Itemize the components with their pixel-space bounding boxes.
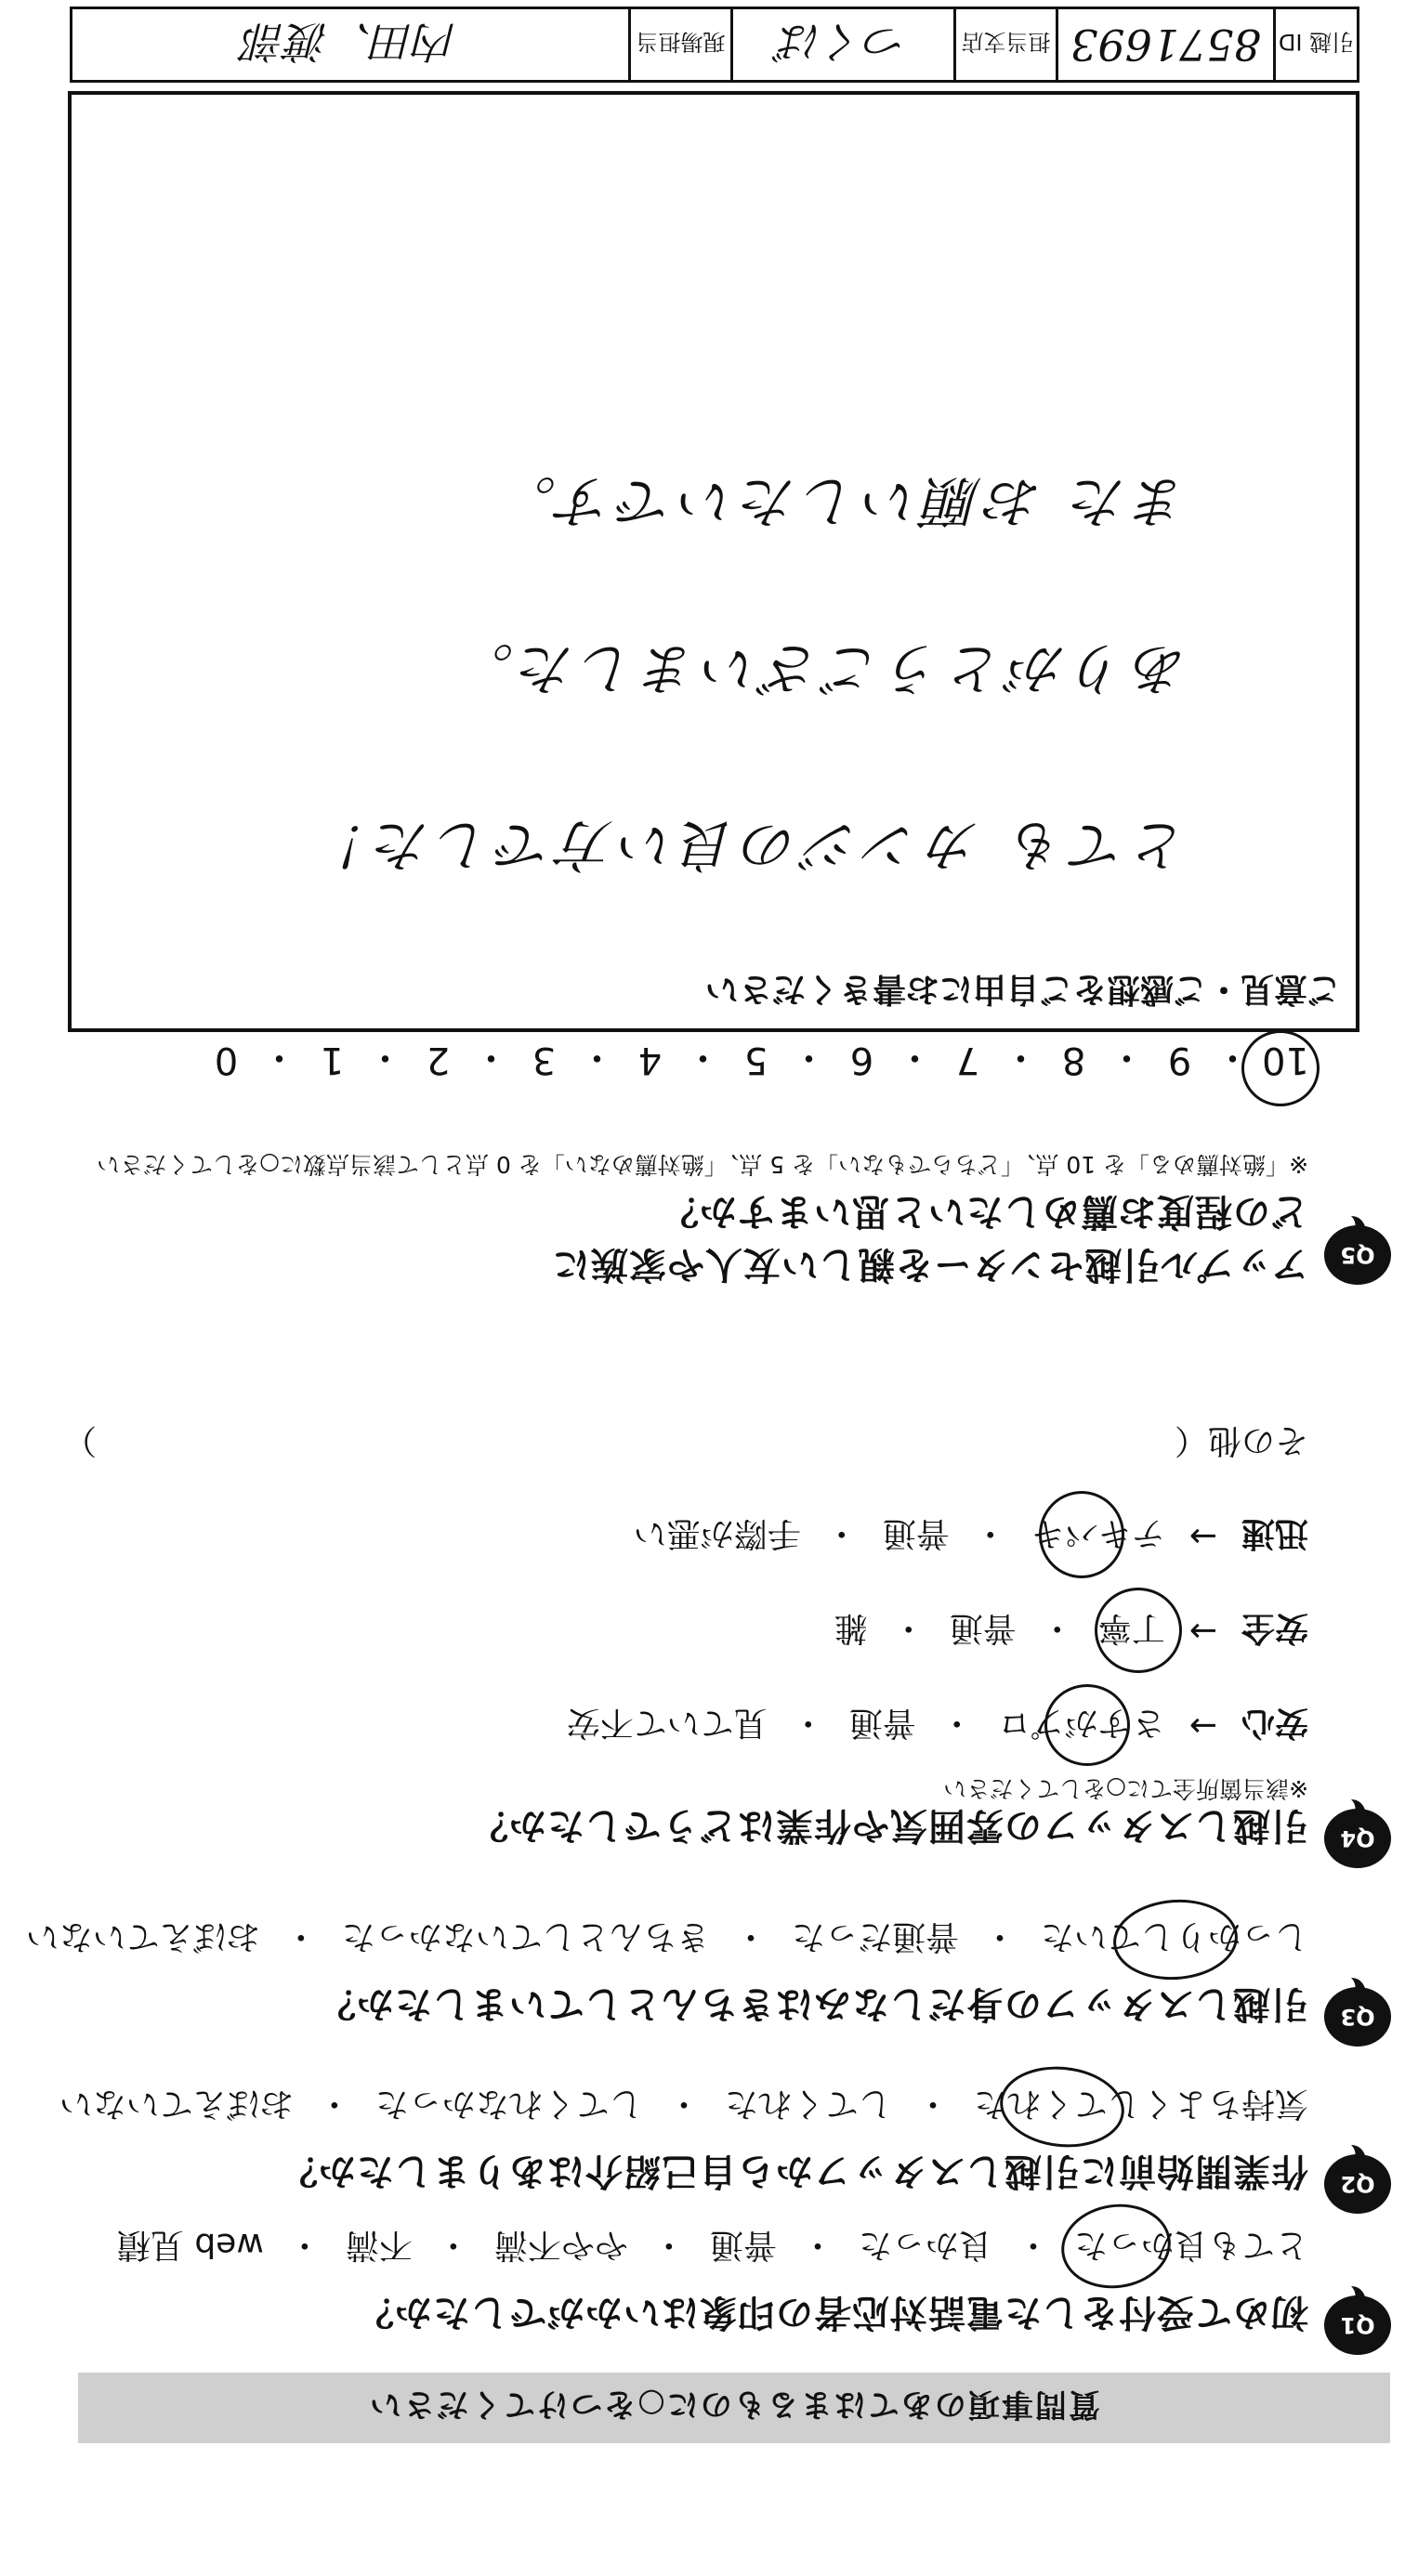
score-option[interactable]: 0 bbox=[214, 1039, 239, 1082]
q2-bubble-icon bbox=[1321, 2141, 1394, 2217]
svg-text:Q5: Q5 bbox=[1340, 1242, 1375, 1268]
q4-anzen-answer-circle bbox=[1095, 1588, 1182, 1673]
question-1-text: 初めて受付をした電話対応者の印象はいかがでしたか？ bbox=[356, 2291, 1308, 2334]
id-label-cell: 引越 ID bbox=[1273, 9, 1357, 80]
comment-title: ご意見・ご感想をご自由にお書きください bbox=[704, 970, 1341, 1008]
score-option[interactable]: 8 bbox=[1061, 1039, 1086, 1082]
q4-option[interactable]: 丁寧 bbox=[1097, 1609, 1165, 1647]
question-5-text: アップル引越センターを親しい友人や家族に bbox=[552, 1243, 1308, 1286]
q5-answer-circle bbox=[1241, 1030, 1320, 1106]
q3-option[interactable]: しっかりしていた bbox=[1040, 1917, 1308, 1955]
q3-option[interactable]: 普通だった bbox=[791, 1917, 959, 1955]
question-3-options: しっかりしていた ・ 普通だった ・ きちんとしていなかった ・ おぼえていない bbox=[26, 1916, 1308, 1963]
comment-box[interactable] bbox=[68, 91, 1359, 1032]
q4-option[interactable]: 普通 bbox=[949, 1609, 1017, 1647]
question-3 bbox=[318, 1981, 1375, 2033]
q2-option[interactable]: 気持ちよくしてくれた bbox=[973, 2085, 1308, 2123]
nps-scale: 10 ・ 9 ・ 8 ・ 7 ・ 6 ・ 5 ・ 4 ・ 3 ・ 2 ・ 1 ・ 0 bbox=[200, 1034, 1312, 1087]
question-1-options: とても良かった ・ 良かった ・ 普通 ・ やや不満 ・ 不満 ・ web 見積 bbox=[117, 2224, 1308, 2271]
svg-text:Q1: Q1 bbox=[1340, 2312, 1375, 2338]
q2-answer-circle bbox=[996, 2060, 1128, 2153]
score-option[interactable]: 10 bbox=[1262, 1039, 1309, 1082]
leader-value-cell: 内田、渡部 bbox=[243, 17, 457, 67]
q4-option[interactable]: 見ていて不安 bbox=[566, 1704, 768, 1742]
q3-answer-circle bbox=[1110, 1895, 1241, 1983]
q1-option[interactable]: 不満 bbox=[345, 2226, 413, 2264]
question-1 bbox=[356, 2289, 1375, 2342]
row-label: 安全 bbox=[1241, 1609, 1308, 1647]
instruction-text: 質問事項のあてはまるものに○をつけてください bbox=[368, 2386, 1100, 2424]
q4-option[interactable]: 普通 bbox=[882, 1514, 950, 1552]
q2-option[interactable]: してくれなかった bbox=[374, 2085, 643, 2123]
q3-option[interactable]: おぼえていない bbox=[25, 1917, 260, 1955]
q1-option[interactable]: 普通 bbox=[709, 2226, 777, 2264]
svg-text:Q2: Q2 bbox=[1340, 2171, 1375, 2197]
q2-option[interactable]: してくれた bbox=[724, 2085, 892, 2123]
question-3-text: 引越しスタッフの身だしなみはきちんとしていましたか？ bbox=[318, 1982, 1308, 2025]
score-option[interactable]: 1 bbox=[320, 1039, 345, 1082]
question-4-row-anzen: 安全 → 丁寧 ・ 普通 ・ 雑 bbox=[834, 1607, 1308, 1654]
id-value-cell: 8571693 bbox=[1056, 9, 1273, 80]
q4-bubble-icon bbox=[1321, 1796, 1394, 1872]
question-4-other bbox=[63, 1419, 1308, 1467]
q4-jinsoku-answer-circle bbox=[1039, 1491, 1124, 1578]
score-option[interactable]: 4 bbox=[637, 1039, 663, 1082]
q1-option[interactable]: 良かった bbox=[858, 2226, 992, 2264]
id-table bbox=[70, 7, 1359, 83]
score-option[interactable]: 9 bbox=[1167, 1039, 1192, 1082]
score-option[interactable]: 5 bbox=[743, 1039, 768, 1082]
q2-option[interactable]: おぼえていない bbox=[59, 2085, 294, 2123]
other-label: その他（ bbox=[1174, 1421, 1308, 1459]
svg-text:Q4: Q4 bbox=[1340, 1825, 1375, 1851]
question-2-options: 気持ちよくしてくれた ・ してくれた ・ してくれなかった ・ おぼえていない bbox=[59, 2083, 1308, 2130]
q4-option[interactable]: さすがプロ bbox=[997, 1704, 1165, 1742]
question-4-note: ※該当箇所全てに○をしてください bbox=[943, 1775, 1308, 1802]
q4-option[interactable]: 普通 bbox=[848, 1704, 916, 1742]
question-5-text-2: どの程度お薦めしたいと思いますか？ bbox=[661, 1190, 1308, 1233]
score-option[interactable]: 3 bbox=[532, 1039, 557, 1082]
q5-bubble-icon bbox=[1321, 1212, 1394, 1288]
question-4-row-anshin: 安心 → さすがプロ ・ 普通 ・ 見ていて不安 bbox=[567, 1702, 1308, 1749]
question-4 bbox=[470, 1802, 1375, 1855]
score-option[interactable]: 7 bbox=[955, 1039, 980, 1082]
q4-option[interactable]: 手際が悪い bbox=[633, 1514, 801, 1552]
q1-bubble-icon bbox=[1321, 2282, 1394, 2359]
q4-anshin-answer-circle bbox=[1044, 1684, 1130, 1766]
score-option[interactable]: 6 bbox=[849, 1039, 874, 1082]
svg-text:Q3: Q3 bbox=[1340, 2004, 1375, 2030]
q1-option[interactable]: やや不満 bbox=[493, 2226, 628, 2264]
q1-answer-circle bbox=[1056, 2197, 1175, 2295]
other-close: ） bbox=[63, 1421, 98, 1459]
q4-option[interactable]: 雑 bbox=[834, 1609, 868, 1647]
row-label: 安心 bbox=[1241, 1704, 1308, 1742]
leader-label-cell: 現場担当 bbox=[628, 9, 730, 80]
comment-line: また お願いしたいです。 bbox=[494, 468, 1188, 533]
instruction-bar bbox=[78, 2373, 1390, 2443]
q3-option[interactable]: きちんとしていなかった bbox=[341, 1917, 710, 1955]
branch-label-cell: 担当支店 bbox=[953, 9, 1056, 80]
q4-option[interactable]: テキパキ bbox=[1031, 1514, 1165, 1552]
q3-bubble-icon bbox=[1321, 1974, 1394, 2050]
score-option[interactable]: 2 bbox=[426, 1039, 451, 1082]
row-label: 迅速 bbox=[1241, 1514, 1308, 1552]
question-5-note: ※「絶対薦める」を 10 点、「どちらでもない」を 5 点、「絶対薦めない」を 0 点として該当点数に○をしてください bbox=[97, 1151, 1308, 1178]
branch-value-cell: つくば bbox=[730, 9, 953, 80]
q1-option[interactable]: とても良かった bbox=[1073, 2226, 1308, 2264]
question-2 bbox=[280, 2148, 1375, 2201]
question-5 bbox=[552, 1188, 1375, 1294]
question-4-text: 引越しスタッフの雰囲気や作業はどうでしたか？ bbox=[470, 1804, 1308, 1847]
comment-line: とても カンジの良い方でした！ bbox=[308, 812, 1188, 877]
comment-line: ありがとうございました。 bbox=[453, 635, 1188, 700]
q1-option[interactable]: web 見積 bbox=[116, 2226, 264, 2264]
question-4-row-jinsoku: 迅速 → テキパキ ・ 普通 ・ 手際が悪い bbox=[634, 1512, 1308, 1560]
question-2-text: 作業開始前に引越しスタッフから自己紹介はありましたか？ bbox=[280, 2150, 1308, 2192]
